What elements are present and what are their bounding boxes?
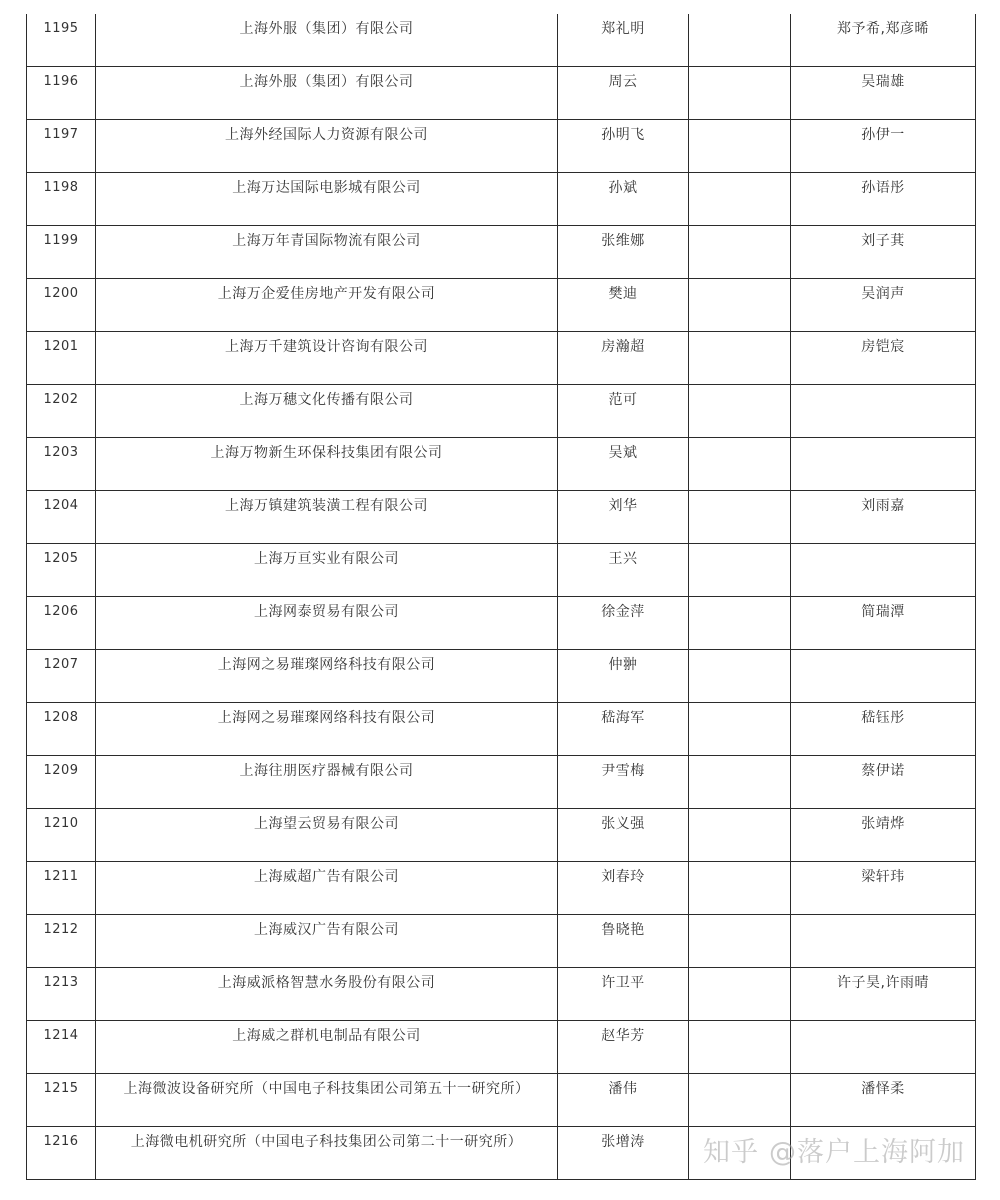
cell-blank (689, 491, 791, 544)
cell-child (791, 809, 976, 862)
cell-number-text: 1209 (43, 763, 79, 778)
cell-blank (689, 385, 791, 438)
cell-blank-text (689, 279, 790, 286)
cell-blank-text (689, 544, 790, 551)
cell-applicant (558, 226, 689, 279)
cell-child (791, 862, 976, 915)
cell-applicant-text: 仲翀 (608, 657, 638, 673)
cell-child (791, 438, 976, 491)
cell-applicant (558, 279, 689, 332)
cell-number-text: 1205 (43, 551, 79, 566)
cell-child (791, 14, 976, 67)
cell-company (96, 703, 558, 756)
table-row (27, 597, 976, 650)
cell-child (791, 67, 976, 120)
cell-number-text: 1207 (43, 657, 79, 672)
cell-child-text: 嵇钰彤 (861, 710, 905, 726)
cell-number (27, 226, 96, 279)
cell-number (27, 544, 96, 597)
cell-company-text: 上海往朋医疗器械有限公司 (239, 763, 414, 779)
cell-company-text: 上海万千建筑设计咨询有限公司 (225, 339, 428, 355)
cell-child (791, 915, 976, 968)
cell-child-text (791, 544, 975, 551)
cell-number (27, 650, 96, 703)
cell-number (27, 809, 96, 862)
cell-blank (689, 915, 791, 968)
cell-blank (689, 809, 791, 862)
cell-number-text: 1206 (43, 604, 79, 619)
cell-applicant (558, 120, 689, 173)
cell-applicant-text: 赵华芳 (601, 1028, 645, 1044)
cell-number-text: 1197 (43, 127, 79, 142)
cell-blank-text (689, 491, 790, 498)
cell-number (27, 968, 96, 1021)
cell-applicant (558, 1127, 689, 1180)
cell-child-text: 蔡伊诺 (861, 763, 905, 779)
cell-blank (689, 756, 791, 809)
cell-blank-text (689, 809, 790, 816)
cell-company (96, 120, 558, 173)
cell-company (96, 1127, 558, 1180)
cell-company (96, 226, 558, 279)
cell-number (27, 14, 96, 67)
cell-number-text: 1195 (43, 21, 79, 36)
cell-company (96, 756, 558, 809)
cell-blank-text (689, 968, 790, 975)
cell-child (791, 332, 976, 385)
cell-company-text: 上海微波设备研究所（中国电子科技集团公司第五十一研究所） (123, 1081, 530, 1097)
cell-company (96, 491, 558, 544)
cell-blank-text (689, 332, 790, 339)
cell-company-text: 上海网之易璀璨网络科技有限公司 (217, 657, 436, 673)
cell-company-text: 上海威之群机电制品有限公司 (232, 1028, 421, 1044)
cell-company-text: 上海万企爱佳房地产开发有限公司 (217, 286, 436, 302)
cell-blank (689, 968, 791, 1021)
cell-number (27, 703, 96, 756)
table-row (27, 915, 976, 968)
cell-blank (689, 67, 791, 120)
cell-company-text: 上海网泰贸易有限公司 (254, 604, 399, 620)
cell-company-text: 上海威汉广告有限公司 (254, 922, 399, 938)
cell-child (791, 491, 976, 544)
cell-blank-text (689, 703, 790, 710)
cell-company (96, 14, 558, 67)
cell-company (96, 862, 558, 915)
cell-company (96, 915, 558, 968)
cell-blank-text (689, 1074, 790, 1081)
cell-number-text: 1200 (43, 286, 79, 301)
cell-child-text: 刘子萁 (861, 233, 905, 249)
cell-blank (689, 862, 791, 915)
cell-number-text: 1208 (43, 710, 79, 725)
table-row (27, 1074, 976, 1127)
cell-applicant (558, 438, 689, 491)
cell-applicant (558, 915, 689, 968)
cell-applicant-text: 张义强 (601, 816, 645, 832)
cell-child-text: 吴润声 (861, 286, 905, 302)
cell-number-text: 1196 (43, 74, 79, 89)
cell-company-text: 上海微电机研究所（中国电子科技集团公司第二十一研究所） (130, 1134, 523, 1150)
cell-applicant-text: 樊迪 (608, 286, 638, 302)
table-row (27, 173, 976, 226)
cell-company-text: 上海万亘实业有限公司 (254, 551, 399, 567)
cell-number-text: 1202 (43, 392, 79, 407)
roster-table-body (27, 14, 976, 1180)
cell-company (96, 1074, 558, 1127)
cell-company (96, 279, 558, 332)
table-row (27, 1021, 976, 1074)
table-row (27, 650, 976, 703)
cell-applicant-text: 房瀚超 (601, 339, 645, 355)
cell-applicant (558, 1021, 689, 1074)
cell-child (791, 385, 976, 438)
cell-number (27, 385, 96, 438)
cell-applicant-text: 张增涛 (601, 1134, 645, 1150)
table-row (27, 438, 976, 491)
cell-blank (689, 544, 791, 597)
cell-applicant (558, 332, 689, 385)
cell-applicant-text: 范可 (608, 392, 638, 408)
cell-number (27, 438, 96, 491)
cell-child-text: 简瑞潭 (861, 604, 905, 620)
table-row (27, 491, 976, 544)
watermark-handle: @落户上海阿加 (769, 1137, 965, 1168)
cell-blank (689, 703, 791, 756)
cell-applicant-text: 周云 (608, 74, 638, 90)
cell-child-text (791, 385, 975, 392)
table-row (27, 809, 976, 862)
cell-blank-text (689, 67, 790, 74)
cell-applicant-text: 鲁晓艳 (601, 922, 645, 938)
cell-number-text: 1211 (43, 869, 79, 884)
cell-blank-text (689, 862, 790, 869)
cell-company (96, 1021, 558, 1074)
cell-number-text: 1213 (43, 975, 79, 990)
cell-applicant (558, 67, 689, 120)
table-row (27, 968, 976, 1021)
cell-applicant (558, 968, 689, 1021)
cell-company-text: 上海万物新生环保科技集团有限公司 (210, 445, 443, 461)
cell-applicant (558, 809, 689, 862)
cell-number (27, 67, 96, 120)
cell-number (27, 491, 96, 544)
cell-blank-text (689, 226, 790, 233)
cell-applicant (558, 650, 689, 703)
table-row (27, 544, 976, 597)
cell-blank (689, 14, 791, 67)
table-row (27, 385, 976, 438)
cell-child-text: 梁轩玮 (861, 869, 905, 885)
cell-child (791, 703, 976, 756)
cell-company-text: 上海威超广告有限公司 (254, 869, 399, 885)
cell-number (27, 1074, 96, 1127)
cell-child (791, 597, 976, 650)
table-row (27, 279, 976, 332)
cell-child (791, 650, 976, 703)
cell-blank (689, 173, 791, 226)
cell-child (791, 1021, 976, 1074)
cell-number-text: 1215 (43, 1081, 79, 1096)
cell-blank (689, 438, 791, 491)
cell-number-text: 1201 (43, 339, 79, 354)
cell-child-text: 吴瑞雄 (861, 74, 905, 90)
cell-blank (689, 1074, 791, 1127)
cell-applicant-text: 王兴 (608, 551, 638, 567)
cell-child-text: 张靖烨 (861, 816, 905, 832)
cell-applicant-text: 吴斌 (608, 445, 638, 461)
cell-number (27, 756, 96, 809)
cell-company (96, 650, 558, 703)
cell-company-text: 上海威派格智慧水务股份有限公司 (217, 975, 436, 991)
cell-blank (689, 332, 791, 385)
cell-blank-text (689, 173, 790, 180)
cell-number (27, 862, 96, 915)
cell-applicant-text: 潘伟 (608, 1081, 638, 1097)
cell-number (27, 120, 96, 173)
cell-company (96, 597, 558, 650)
cell-company-text: 上海万镇建筑装潢工程有限公司 (225, 498, 428, 514)
cell-company (96, 332, 558, 385)
cell-applicant-text: 张维娜 (601, 233, 645, 249)
cell-applicant-text: 孙斌 (608, 180, 638, 196)
cell-number-text: 1210 (43, 816, 79, 831)
cell-number (27, 279, 96, 332)
cell-child-text (791, 650, 975, 657)
cell-child-text: 孙伊一 (861, 127, 905, 143)
cell-applicant (558, 491, 689, 544)
cell-number-text: 1214 (43, 1028, 79, 1043)
cell-child (791, 279, 976, 332)
cell-blank (689, 1021, 791, 1074)
cell-child-text: 许子昊,许雨晴 (837, 975, 929, 991)
cell-applicant-text: 嵇海军 (601, 710, 645, 726)
cell-number-text: 1204 (43, 498, 79, 513)
cell-child (791, 173, 976, 226)
cell-number (27, 332, 96, 385)
cell-blank-text (689, 915, 790, 922)
cell-child (791, 756, 976, 809)
cell-applicant-text: 刘华 (608, 498, 638, 514)
cell-company-text: 上海外服（集团）有限公司 (239, 21, 414, 37)
cell-number-text: 1199 (43, 233, 79, 248)
cell-blank-text (689, 1021, 790, 1028)
cell-child-text: 房铠宸 (861, 339, 905, 355)
cell-number (27, 1021, 96, 1074)
cell-applicant (558, 14, 689, 67)
cell-applicant-text: 刘春玲 (601, 869, 645, 885)
cell-company (96, 438, 558, 491)
cell-company (96, 67, 558, 120)
cell-applicant (558, 703, 689, 756)
cell-blank-text (689, 385, 790, 392)
cell-number (27, 173, 96, 226)
watermark-logo: 知乎 (703, 1137, 759, 1168)
table-row (27, 120, 976, 173)
roster-table (26, 14, 976, 1180)
cell-company (96, 809, 558, 862)
cell-applicant (558, 385, 689, 438)
cell-child-text (791, 915, 975, 922)
cell-company (96, 173, 558, 226)
cell-number-text: 1203 (43, 445, 79, 460)
cell-blank (689, 226, 791, 279)
cell-company-text: 上海外服（集团）有限公司 (239, 74, 414, 90)
cell-number-text: 1216 (43, 1134, 79, 1149)
cell-applicant (558, 597, 689, 650)
cell-number-text: 1212 (43, 922, 79, 937)
cell-applicant (558, 544, 689, 597)
cell-number-text: 1198 (43, 180, 79, 195)
watermark (703, 1136, 965, 1170)
table-row (27, 67, 976, 120)
cell-child (791, 544, 976, 597)
cell-company-text: 上海网之易璀璨网络科技有限公司 (217, 710, 436, 726)
cell-company (96, 385, 558, 438)
cell-blank (689, 120, 791, 173)
cell-blank-text (689, 438, 790, 445)
cell-blank (689, 279, 791, 332)
cell-blank-text (689, 14, 790, 21)
cell-child (791, 1074, 976, 1127)
cell-child (791, 226, 976, 279)
table-row (27, 332, 976, 385)
cell-child-text: 潘怿柔 (861, 1081, 905, 1097)
table-row (27, 226, 976, 279)
cell-child-text: 孙语彤 (861, 180, 905, 196)
cell-number (27, 597, 96, 650)
cell-applicant-text: 徐金萍 (601, 604, 645, 620)
cell-child (791, 120, 976, 173)
cell-company (96, 968, 558, 1021)
table-row (27, 756, 976, 809)
table-row (27, 862, 976, 915)
cell-applicant-text: 郑礼明 (601, 21, 645, 37)
cell-blank-text (689, 1127, 790, 1134)
cell-company-text: 上海外经国际人力资源有限公司 (225, 127, 428, 143)
cell-company (96, 544, 558, 597)
cell-number (27, 915, 96, 968)
cell-child-text (791, 1021, 975, 1028)
cell-child (791, 968, 976, 1021)
cell-applicant (558, 862, 689, 915)
cell-applicant-text: 孙明飞 (601, 127, 645, 143)
table-row (27, 14, 976, 67)
table-row (27, 703, 976, 756)
cell-child-text: 刘雨嘉 (861, 498, 905, 514)
cell-company-text: 上海万达国际电影城有限公司 (232, 180, 421, 196)
cell-blank-text (689, 756, 790, 763)
cell-blank-text (689, 597, 790, 604)
cell-applicant (558, 1074, 689, 1127)
cell-blank-text (689, 650, 790, 657)
cell-applicant (558, 173, 689, 226)
cell-company-text: 上海望云贸易有限公司 (254, 816, 399, 832)
cell-child-text: 郑予希,郑彦晞 (837, 21, 929, 37)
cell-company-text: 上海万穗文化传播有限公司 (239, 392, 414, 408)
cell-blank (689, 650, 791, 703)
cell-blank-text (689, 120, 790, 127)
cell-child-text (791, 438, 975, 445)
cell-company-text: 上海万年青国际物流有限公司 (232, 233, 421, 249)
cell-applicant (558, 756, 689, 809)
cell-blank (689, 597, 791, 650)
cell-number (27, 1127, 96, 1180)
cell-applicant-text: 尹雪梅 (601, 763, 645, 779)
cell-child-text (791, 1127, 975, 1134)
cell-applicant-text: 许卫平 (601, 975, 645, 991)
